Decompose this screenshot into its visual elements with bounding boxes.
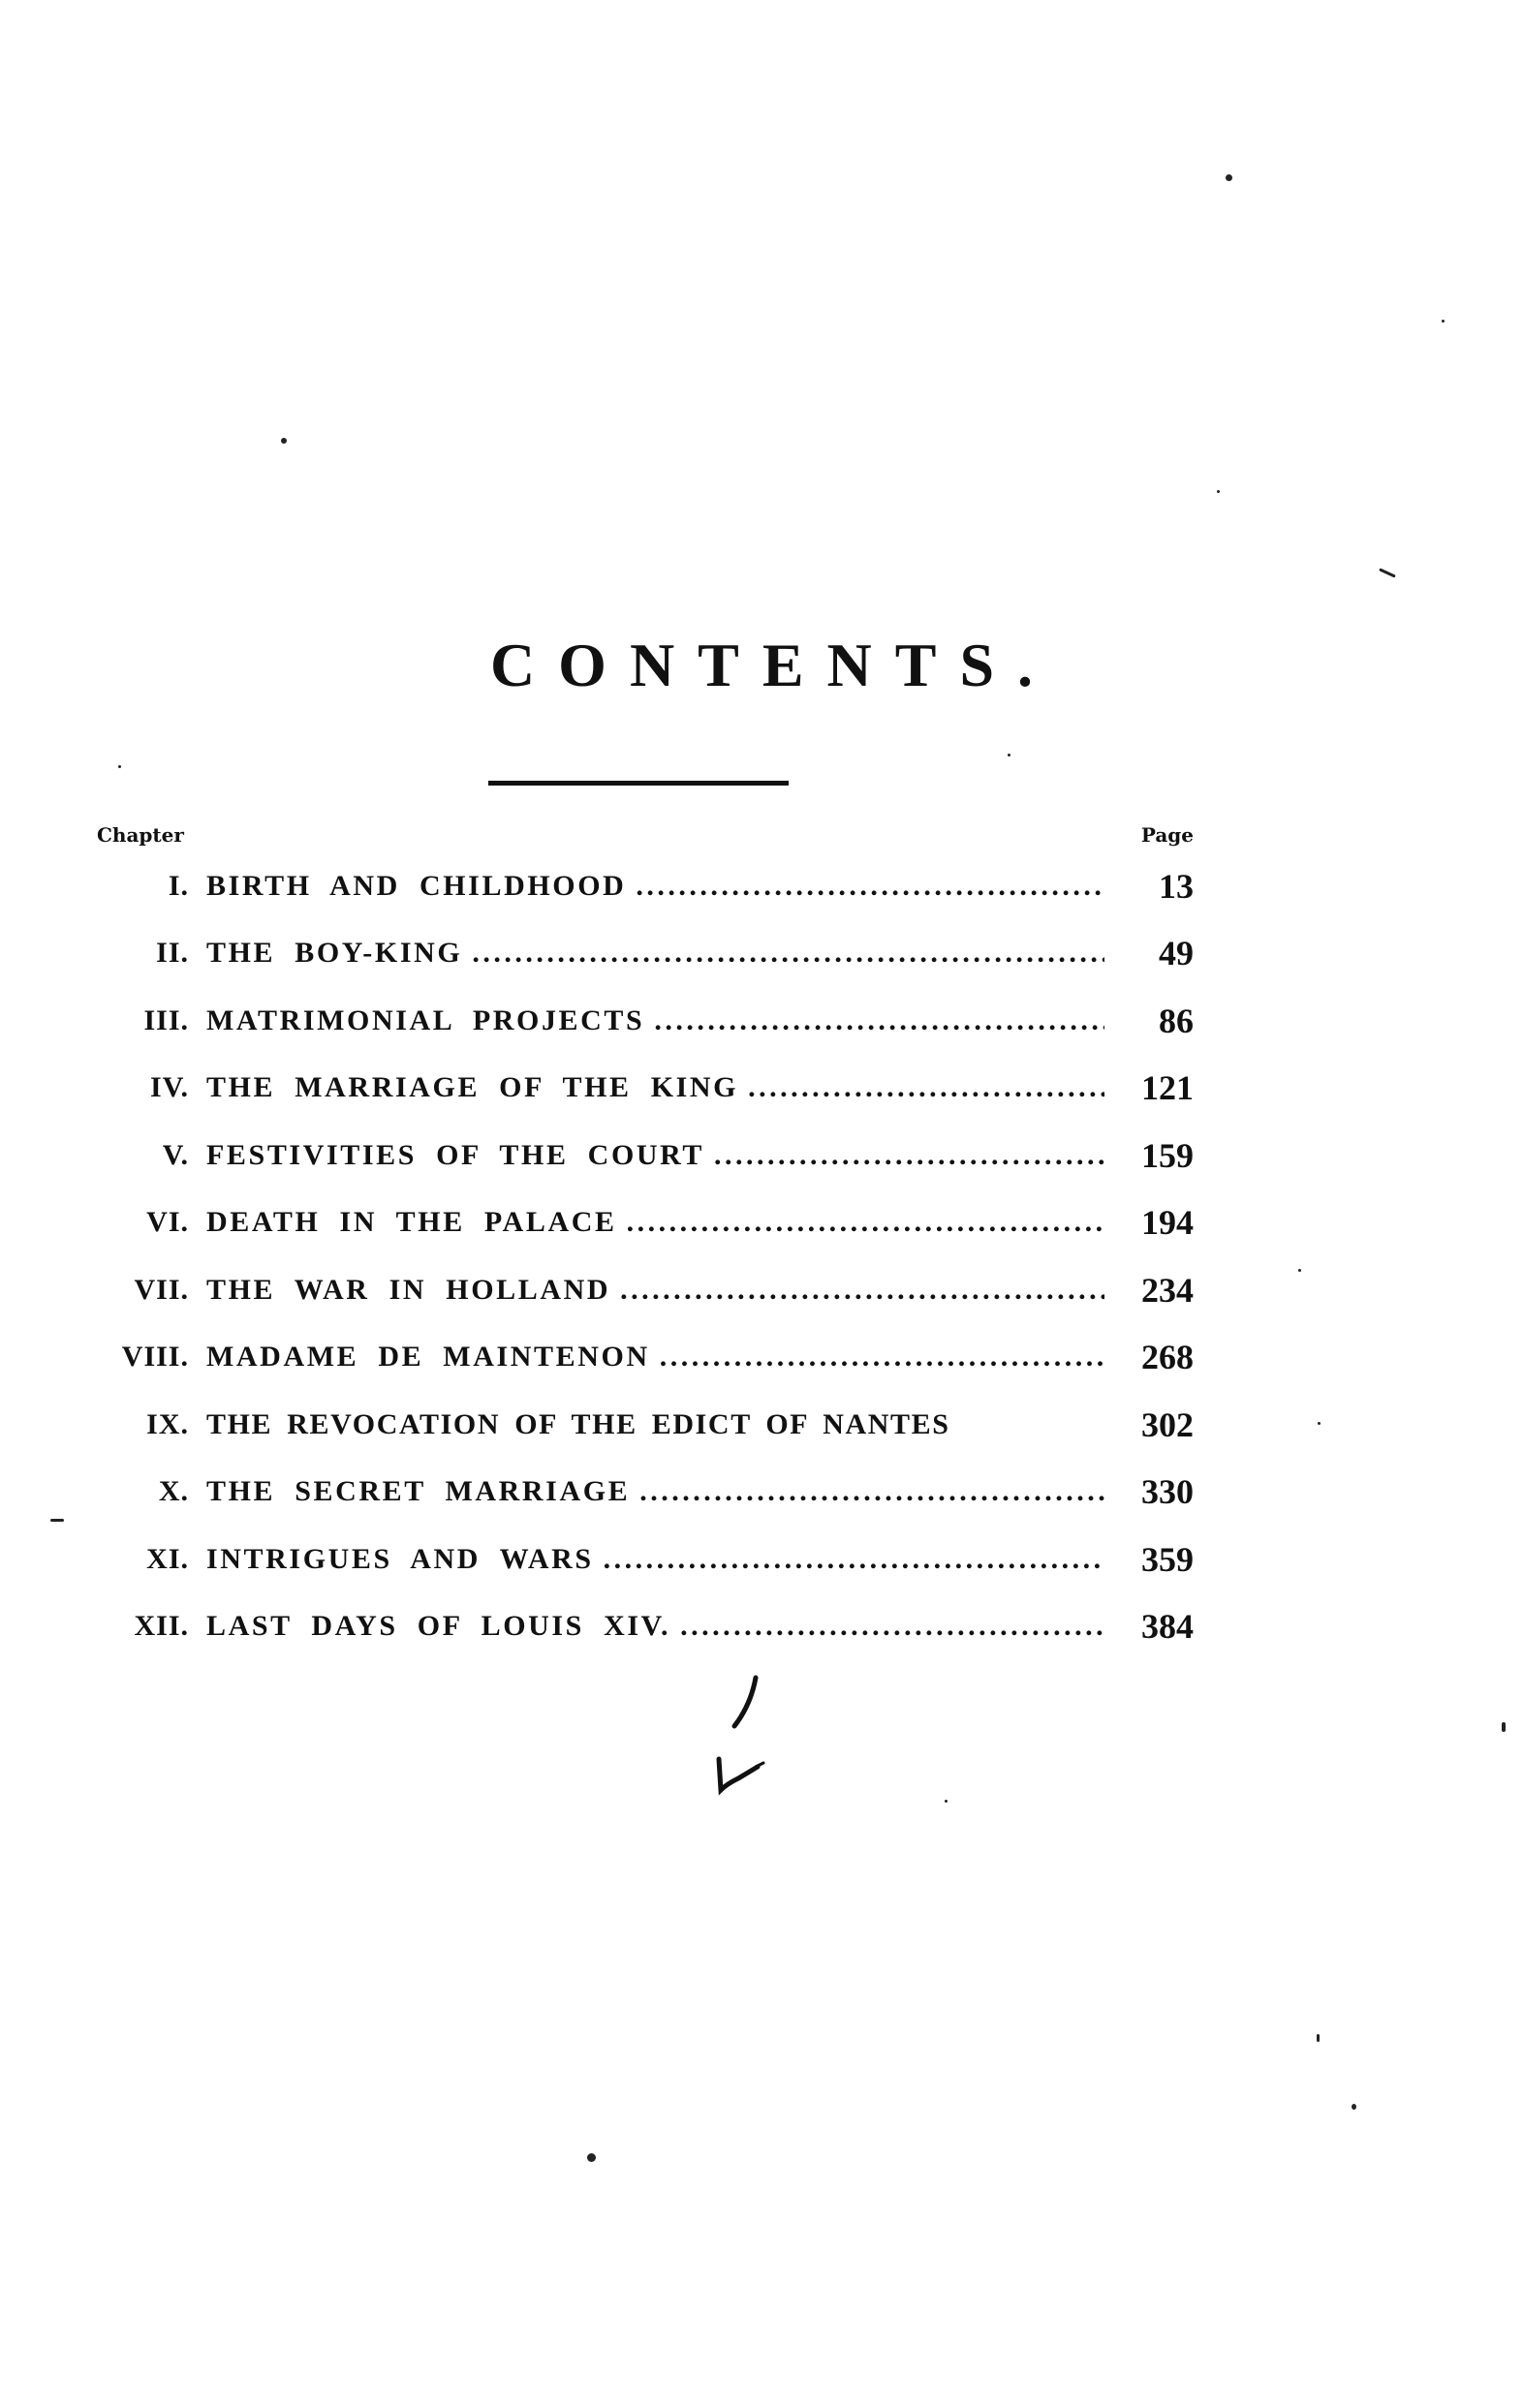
chapter-numeral: VIII. [121,1341,189,1374]
paper-speck [1318,1422,1321,1425]
toc-row [97,1526,1194,1593]
chapter-title: BIRTH AND CHILDHOOD [206,869,627,902]
table-of-contents [97,852,1194,1660]
page-column-heading: Page [1140,823,1194,847]
chapter-numeral: I. [168,869,189,902]
chapter-numeral: IX. [146,1407,189,1440]
dot-leader [627,1206,1104,1239]
paper-speck [1379,568,1396,577]
page-number: 194 [1141,1203,1194,1243]
page-number: 302 [1141,1405,1194,1444]
chapter-title: THE MARRIAGE OF THE KING [206,1071,739,1104]
dot-leader [472,937,1104,970]
page-number: 49 [1159,934,1194,973]
paper-speck [1008,754,1010,756]
chapter-title: INTRIGUES AND WARS [206,1542,594,1575]
toc-row [97,1391,1194,1459]
pencil-mark-icon [698,1666,814,1802]
paper-speck [281,438,287,444]
paper-speck [1226,174,1232,181]
page-number: 268 [1141,1338,1194,1377]
paper-speck [1352,2104,1356,2110]
dot-leader [680,1610,1104,1643]
dot-leader [620,1274,1104,1307]
paper-speck [118,765,121,768]
paper-speck [587,2153,596,2162]
paper-speck [1298,1269,1301,1272]
title-rule [488,781,789,786]
chapter-title: FESTIVITIES OF THE COURT [206,1138,704,1171]
toc-row [97,987,1194,1055]
toc-row [97,1256,1194,1324]
toc-row [97,852,1194,920]
chapter-title: MATRIMONIAL PROJECTS [206,1003,645,1036]
chapter-numeral: III. [143,1003,189,1036]
chapter-numeral: II. [156,937,189,970]
dot-leader [654,1004,1104,1037]
toc-row [97,1055,1194,1123]
chapter-title: THE BOY-KING [206,937,463,970]
chapter-numeral: VI. [146,1206,189,1239]
dot-leader [604,1543,1104,1576]
toc-row [97,1324,1194,1392]
contents-title: CONTENTS. [489,631,1057,699]
chapter-column-heading: Chapter [97,823,184,847]
page-number: 234 [1141,1270,1194,1310]
chapter-title: LAST DAYS OF LOUIS XIV. [206,1610,671,1643]
page-number: 384 [1141,1607,1194,1647]
column-headings [97,823,1194,847]
paper-speck [1317,2034,1320,2042]
page-number: 121 [1141,1068,1194,1108]
chapter-numeral: XI. [146,1542,189,1575]
chapter-title: THE REVOCATION OF THE EDICT OF NANTES [206,1407,950,1440]
toc-row [97,1122,1194,1189]
dot-leader [748,1071,1104,1104]
chapter-numeral: V. [162,1138,189,1171]
page-number: 159 [1141,1135,1194,1175]
dot-leader [660,1341,1104,1374]
toc-row [97,920,1194,988]
chapter-title: THE SECRET MARRIAGE [206,1475,631,1508]
page-number: 13 [1159,866,1194,906]
paper-speck [50,1519,64,1522]
dot-leader [714,1139,1104,1172]
dot-leader [636,870,1104,903]
toc-row [97,1189,1194,1257]
chapter-numeral: VII. [134,1273,189,1306]
toc-row [97,1459,1194,1527]
chapter-title: MADAME DE MAINTENON [206,1341,650,1374]
page-number: 330 [1141,1472,1194,1512]
page-number: 86 [1159,1001,1194,1040]
chapter-numeral: XII. [134,1610,189,1643]
chapter-numeral: IV. [150,1071,189,1104]
paper-speck [1442,320,1445,323]
paper-speck [1217,490,1220,493]
page-number: 359 [1141,1539,1194,1579]
chapter-numeral: X. [158,1475,189,1508]
chapter-title: DEATH IN THE PALACE [206,1206,617,1239]
paper-speck [1502,1722,1506,1732]
chapter-title: THE WAR IN HOLLAND [206,1273,611,1306]
dot-leader [639,1475,1104,1508]
paper-speck [945,1800,948,1803]
toc-row [97,1593,1194,1661]
